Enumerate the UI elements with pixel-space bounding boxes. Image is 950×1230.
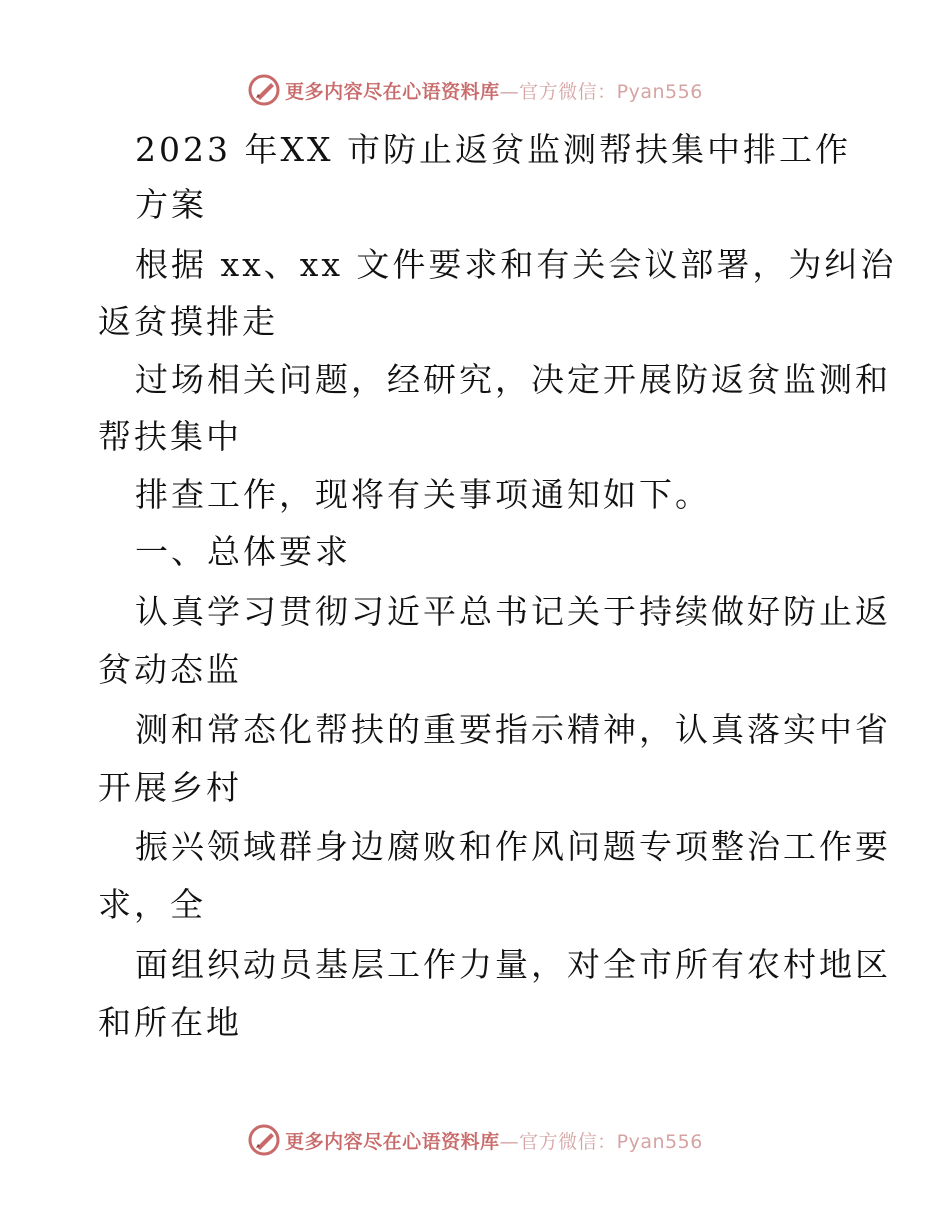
- text-line: 认真学习贯彻习近平总书记关于持续做好防止返: [135, 592, 891, 631]
- text-line: 开展乡村: [98, 768, 242, 807]
- text-line: 面组织动员基层工作力量，对全市所有农村地区: [135, 945, 891, 984]
- text-line: 贫动态监: [98, 650, 242, 689]
- watermark-contact: 官方微信：Pyan556: [519, 80, 703, 103]
- text-line: 2023 年XX 市防止返贫监测帮扶集中排工作: [135, 130, 851, 169]
- text-line: 帮扶集中: [98, 417, 242, 456]
- text-line: 求，全: [98, 885, 206, 924]
- text-line: 测和常态化帮扶的重要指示精神，认真落实中省: [135, 710, 891, 749]
- text-line: 根据 xx、xx 文件要求和有关会议部署，为纠治: [135, 245, 897, 284]
- text-line: 振兴领域群身边腐败和作风问题专项整治工作要: [135, 827, 891, 866]
- footer-watermark: [0, 1120, 950, 1160]
- text-line: 和所在地: [98, 1003, 242, 1042]
- watermark-separator: —: [499, 1130, 520, 1153]
- watermark-brand: 更多内容尽在心语资料库: [285, 80, 500, 103]
- watermark-brand: 更多内容尽在心语资料库: [285, 1130, 500, 1153]
- text-line: 过场相关问题，经研究，决定开展防返贫监测和: [135, 360, 891, 399]
- section-heading: 一、总体要求: [135, 532, 351, 571]
- watermark-contact: 官方微信：Pyan556: [519, 1130, 703, 1153]
- text-line: 排查工作，现将有关事项通知如下。: [135, 475, 711, 514]
- watermark-separator: —: [499, 80, 520, 103]
- header-watermark: [0, 70, 950, 110]
- text-line: 返贫摸排走: [98, 302, 278, 341]
- text-line: 方案: [135, 185, 207, 224]
- pen-logo-icon: [247, 1123, 281, 1157]
- pen-logo-icon: [247, 73, 281, 107]
